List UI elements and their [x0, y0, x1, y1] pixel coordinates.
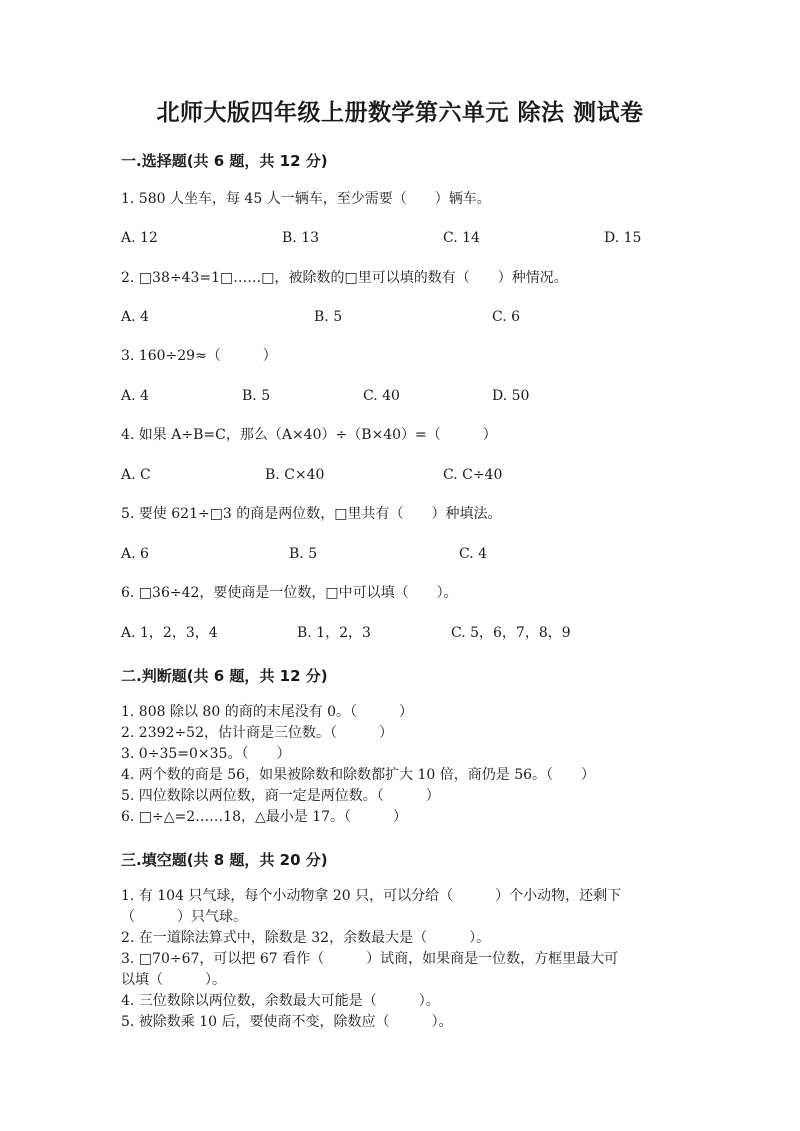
- fill-item-1-line-2: （ ）只气球。: [121, 909, 247, 925]
- judgment-item-2: 2. 2392÷52，估计商是三位数。（ ）: [121, 725, 393, 741]
- q1-2-option-c: C. 6: [492, 309, 521, 325]
- judgment-item-5: 5. 四位数除以两位数，商一定是两位数。（ ）: [121, 788, 440, 804]
- q1-1-option-b: B. 13: [282, 230, 320, 246]
- judgment-item-3: 3. 0÷35=0×35。（ ）: [121, 746, 291, 762]
- q1-2-option-a: A. 4: [121, 309, 149, 325]
- q1-6-option-b: B. 1，2，3: [297, 625, 371, 641]
- section-2-heading: 二.判断题(共 6 题，共 12 分): [121, 667, 328, 685]
- q1-5-option-a: A. 6: [121, 546, 149, 562]
- fill-item-4: 4. 三位数除以两位数，余数最大可能是（ ）。: [121, 993, 440, 1009]
- q1-1-option-d: D. 15: [604, 230, 642, 246]
- q1-4-option-b: B. C×40: [265, 467, 325, 483]
- section-1-heading: 一.选择题(共 6 题，共 12 分): [121, 152, 328, 170]
- q1-3-option-c: C. 40: [363, 388, 400, 404]
- question-1-6: 6. □36÷42，要使商是一位数，□中可以填（ ）。: [121, 585, 458, 601]
- q1-2-option-b: B. 5: [314, 309, 343, 325]
- judgment-item-6: 6. □÷△=2……18，△最小是 17。（ ）: [121, 809, 408, 825]
- fill-item-3-line-1: 3. □70÷67，可以把 67 看作（ ）试商，如果商是一位数，方框里最大可: [121, 951, 619, 967]
- question-1-3: 3. 160÷29≈（ ）: [121, 348, 277, 364]
- q1-5-option-c: C. 4: [459, 546, 488, 562]
- q1-3-option-b: B. 5: [242, 388, 271, 404]
- question-1-5: 5. 要使 621÷□3 的商是两位数，□里共有（ ）种填法。: [121, 506, 502, 522]
- q1-6-option-c: C. 5，6，7，8，9: [451, 625, 571, 641]
- q1-3-option-a: A. 4: [121, 388, 149, 404]
- q1-1-option-a: A. 12: [121, 230, 158, 246]
- fill-item-5: 5. 被除数乘 10 后，要使商不变，除数应（ ）。: [121, 1014, 453, 1030]
- q1-4-option-c: C. C÷40: [443, 467, 503, 483]
- question-1-1: 1. 580 人坐车，每 45 人一辆车，至少需要（ ）辆车。: [121, 191, 491, 207]
- q1-6-option-a: A. 1，2，3，4: [121, 625, 218, 641]
- question-1-2: 2. □38÷43=1□……□，被除数的□里可以填的数有（ ）种情况。: [121, 270, 568, 286]
- page-title: 北师大版四年级上册数学第六单元 除法 测试卷: [156, 100, 644, 126]
- judgment-item-4: 4. 两个数的商是 56，如果被除数和除数都扩大 10 倍，商仍是 56。（ ）: [121, 767, 596, 783]
- judgment-item-1: 1. 808 除以 80 的商的末尾没有 0。（ ）: [121, 704, 414, 720]
- q1-4-option-a: A. C: [121, 467, 151, 483]
- fill-item-2: 2. 在一道除法算式中，除数是 32，余数最大是（ ）。: [121, 930, 491, 946]
- section-3-heading: 三.填空题(共 8 题，共 20 分): [121, 851, 328, 869]
- question-1-4: 4. 如果 A÷B=C，那么（A×40）÷（B×40）=（ ）: [121, 427, 497, 443]
- q1-5-option-b: B. 5: [289, 546, 318, 562]
- q1-3-option-d: D. 50: [492, 388, 530, 404]
- fill-item-1-line-1: 1. 有 104 只气球，每个小动物拿 20 只，可以分给（ ）个小动物，还剩下: [121, 888, 622, 904]
- fill-item-3-line-2: 以填（ ）。: [121, 972, 226, 988]
- q1-1-option-c: C. 14: [443, 230, 480, 246]
